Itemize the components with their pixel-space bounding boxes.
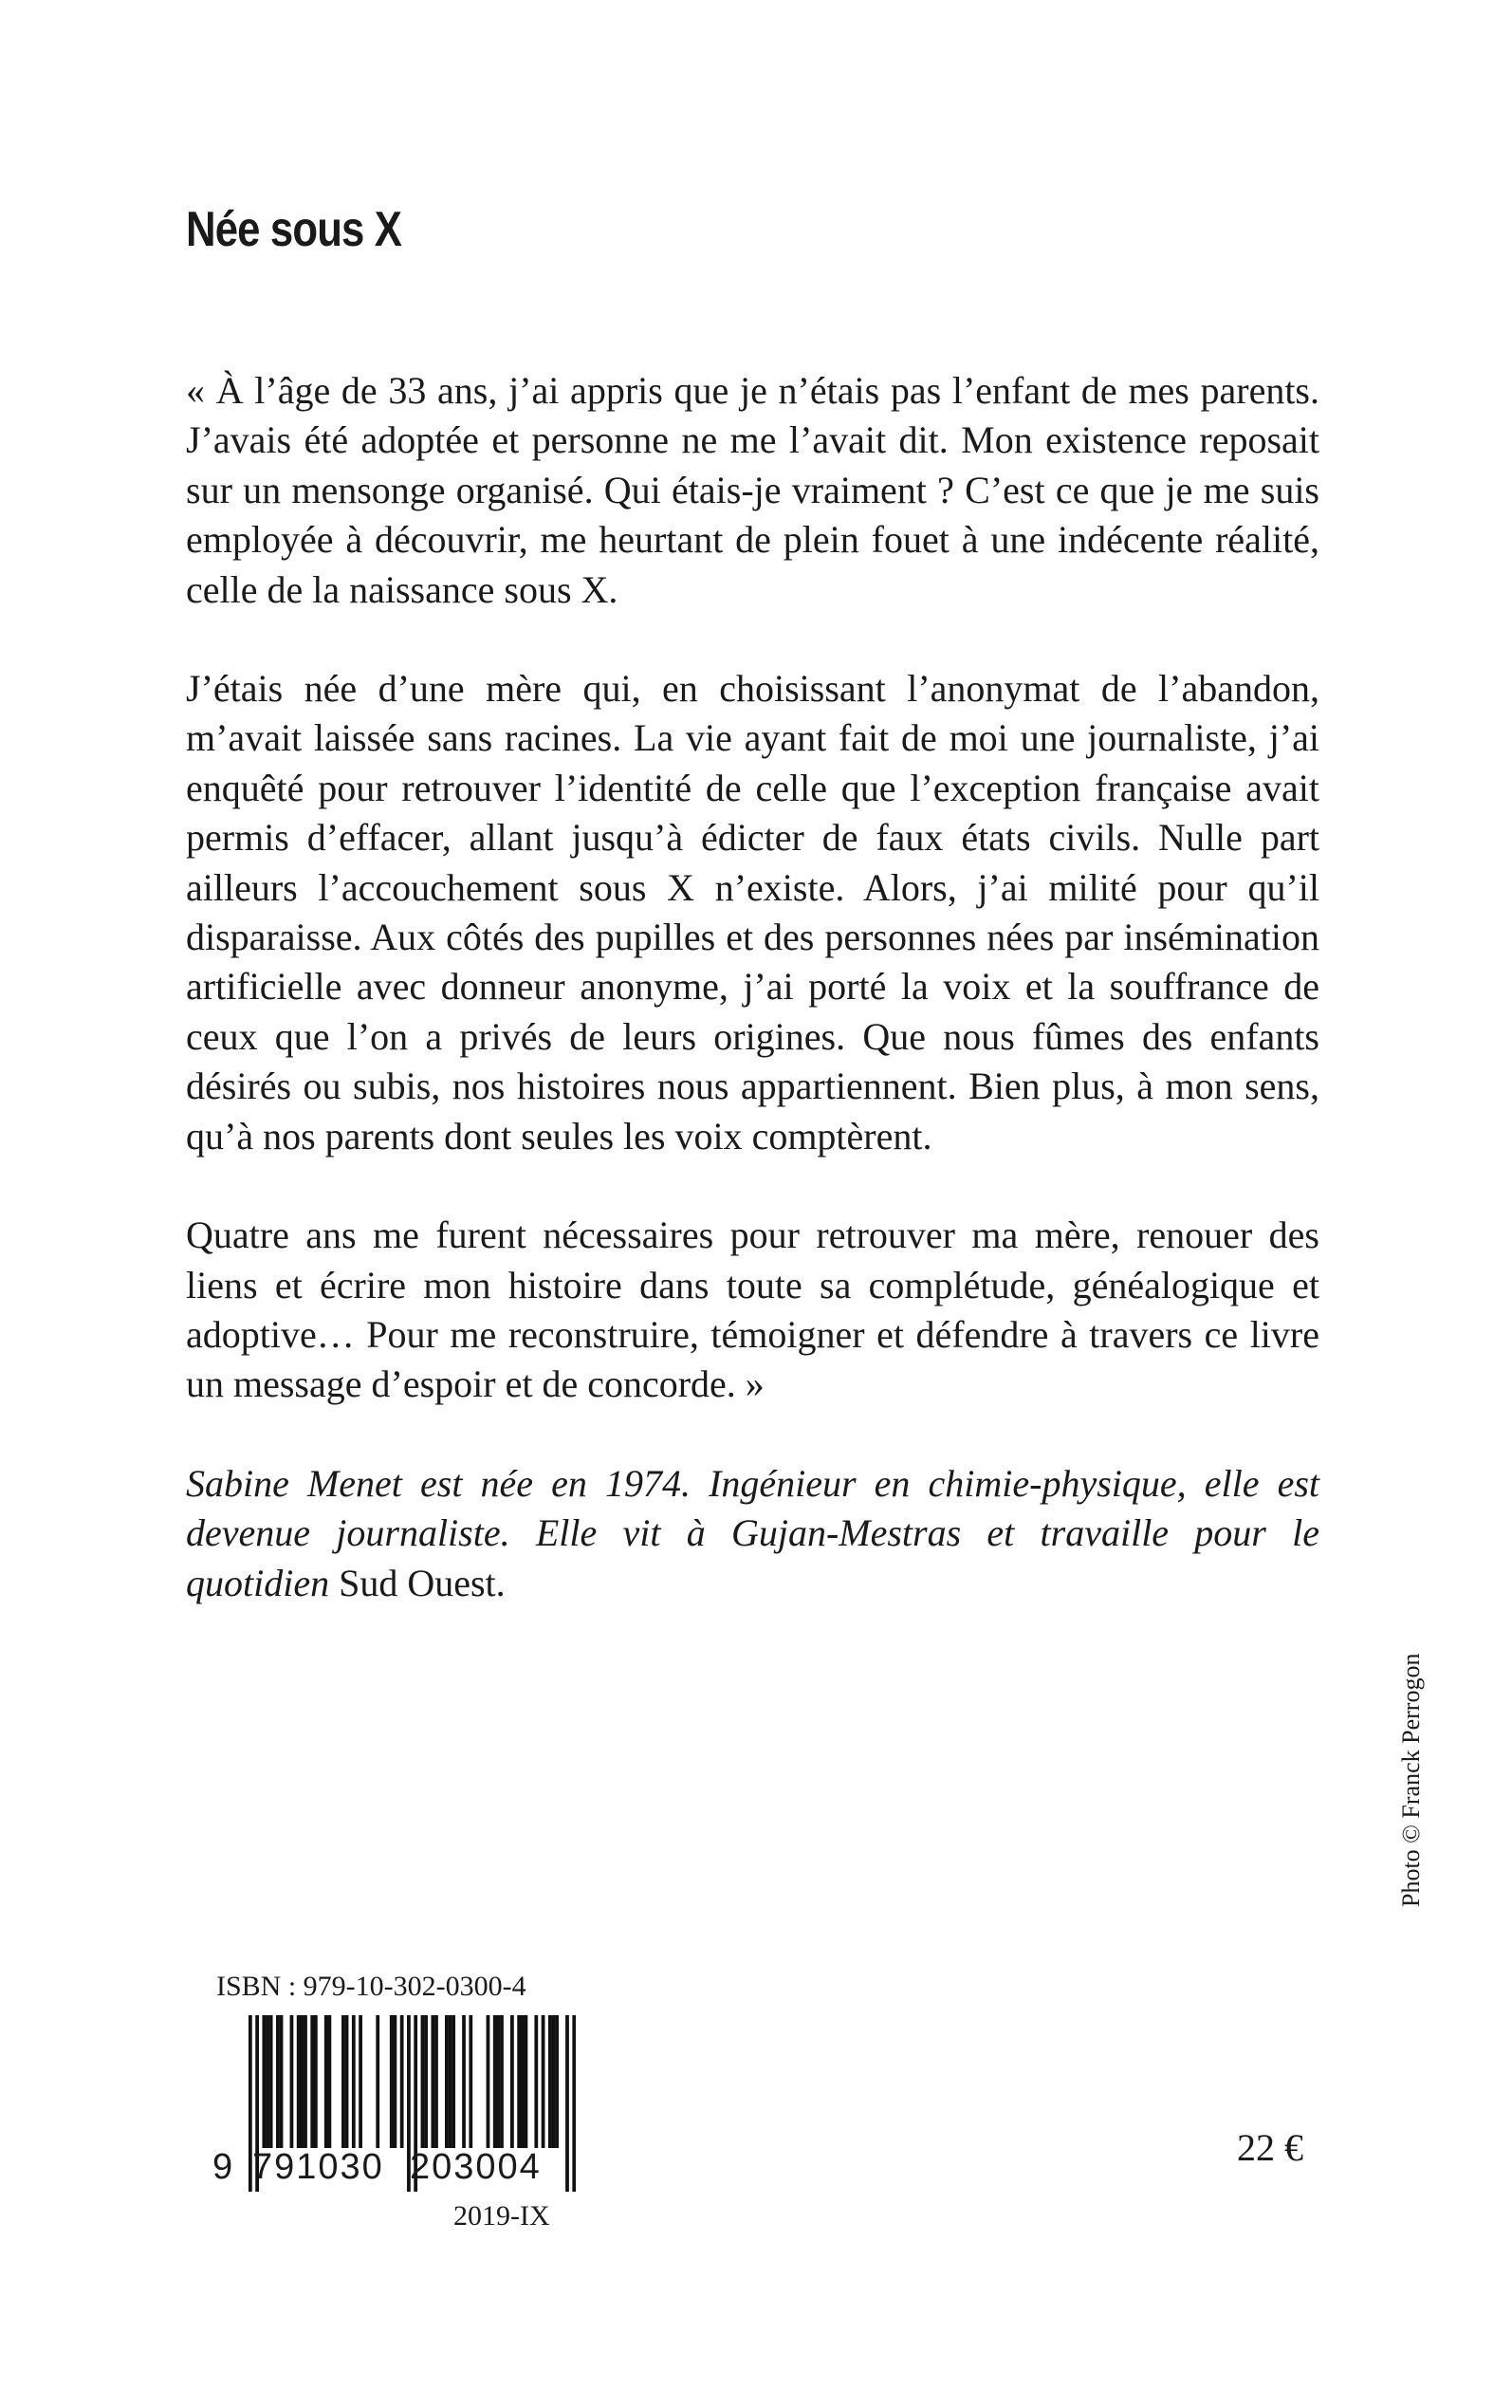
- barcode-bar: [304, 2015, 307, 2148]
- barcode-bar: [462, 2015, 466, 2148]
- barcode-bar: [310, 2015, 314, 2148]
- barcode-bar: [297, 2015, 301, 2148]
- blurb-paragraph-3: Quatre ans me furent nécessaires pour retrouver ma mère, renouer des liens et écrire mon histoire dans toute sa complétude, généalogique et adoptive… Pour me reconstruire, témoigner et défendre à travers ce livre un message d’espoir et de concorde. »: [186, 1213, 1319, 1406]
- barcode-bar: [500, 2015, 504, 2148]
- barcode-bar: [280, 2015, 284, 2148]
- blurb: [186, 366, 1319, 1658]
- barcode-digits: [211, 2148, 576, 2186]
- barcode-bar: [262, 2015, 266, 2148]
- barcode-bar: [469, 2015, 472, 2148]
- barcode-left-group: 791030: [252, 2147, 384, 2187]
- barcode-bar: [421, 2015, 425, 2148]
- author-bio-text: Sabine Menet est née en 1974. Ingénieur en chimie-physique, elle est devenue journaliste. Elle vit à Gujan-Mestras et travaille pour le quotidien: [186, 1461, 1319, 1604]
- barcode-bar: [496, 2015, 500, 2148]
- barcode-bar: [266, 2015, 269, 2148]
- barcode-bar: [552, 2015, 556, 2148]
- barcode-bar: [394, 2015, 397, 2148]
- barcode-bar: [390, 2015, 394, 2148]
- barcode-bar: [555, 2015, 559, 2148]
- barcode-bar: [276, 2015, 280, 2148]
- barcode-bar: [324, 2015, 328, 2148]
- barcode-bar: [548, 2015, 552, 2148]
- barcode-bar: [345, 2015, 349, 2148]
- edition-code: 2019-IX: [453, 2200, 550, 2232]
- barcode-bar: [400, 2015, 404, 2148]
- barcode-bar: [542, 2015, 545, 2148]
- barcode-bar: [359, 2015, 362, 2148]
- barcode-bar: [434, 2015, 438, 2148]
- barcode-bar: [424, 2015, 428, 2148]
- isbn-label: ISBN : 979-10-302-0300-4: [216, 1971, 526, 2002]
- barcode-bar: [327, 2015, 331, 2148]
- barcode-bar: [300, 2015, 304, 2148]
- price: 22 €: [1237, 2126, 1303, 2169]
- blurb-paragraph-2: J’étais née d’une mère qui, en choisissant l’anonymat de l’abandon, m’avait laissée sans racines. La vie ayant fait de moi une journaliste, j’ai enquêté pour retrouver l’identité de celle que l’exception française avait permis d’effacer, allant jusqu’à édicter de faux états civils. Nulle part ailleurs l’accouchement sous X n’existe. Alors, j’ai milité pour qu’il disparaisse. Aux côtés des pupilles et des personnes nées par insémination artificielle avec donneur anonyme, j’ai porté la voix et la souffrance de ceux que l’on a privés de leurs origines. Que nous fûmes des enfants désirés ou subis, nos histoires nous appartiennent. Bien plus, à mon sens, qu’à nos parents dont seules les voix comptèrent.: [186, 667, 1319, 1158]
- book-title: Née sous X: [186, 202, 402, 257]
- barcode-bar: [290, 2015, 294, 2148]
- barcode-bar: [452, 2015, 455, 2148]
- author-bio: [186, 1459, 1319, 1608]
- barcode-bar: [376, 2015, 379, 2148]
- barcode-bar: [517, 2015, 521, 2148]
- barcode-bar: [352, 2015, 356, 2148]
- barcode-bar: [341, 2015, 345, 2148]
- barcode-bar: [510, 2015, 514, 2148]
- blurb-paragraph-1: « À l’âge de 33 ans, j’ai appris que je n’étais pas l’enfant de mes parents. J’avais été adoptée et personne ne me l’avait dit. Mon existence reposait sur un mensonge organisé. Qui étais-je vraiment ? C’est ce que je me suis employée à découvrir, me heurtant de plein fouet à une indécente réalité, celle de la naissance sous X.: [186, 369, 1319, 611]
- barcode-bar: [534, 2015, 538, 2148]
- barcode-bar: [493, 2015, 497, 2148]
- barcode-bar: [314, 2015, 318, 2148]
- barcode-bar: [445, 2015, 449, 2148]
- barcode-bar: [487, 2015, 490, 2148]
- barcode-bar: [431, 2015, 434, 2148]
- barcode-first-digit: 9: [212, 2147, 235, 2187]
- barcode-bar: [269, 2015, 273, 2148]
- newspaper-name: Sud Ouest: [339, 1561, 496, 1604]
- barcode-bar: [525, 2015, 528, 2148]
- photo-credit: Photo © Franck Perrogon: [1397, 1653, 1425, 1907]
- barcode-bar: [521, 2015, 525, 2148]
- barcode-right-group: 203004: [410, 2147, 542, 2187]
- barcode-bar: [449, 2015, 452, 2148]
- author-bio-end: .: [495, 1561, 506, 1604]
